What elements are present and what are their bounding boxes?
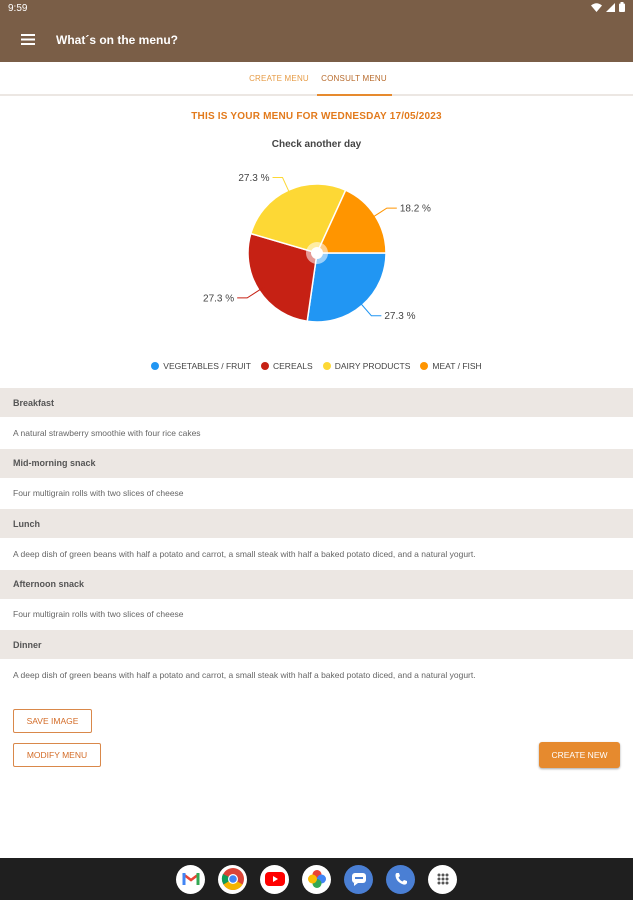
meal-title-lunch: Lunch: [0, 509, 633, 538]
messages-icon[interactable]: [344, 865, 373, 894]
chart-legend: [0, 361, 633, 371]
meal-description: A natural strawberry smoothie with four rice cakes: [13, 427, 201, 438]
meal-description: A deep dish of green beans with half a potato and carrot, a small steak with half a baked potato diced, and a natural yogurt.: [13, 669, 476, 680]
taskbar: [0, 858, 633, 900]
pie-data-label: 27.3 %: [238, 173, 270, 185]
check-another-day-link[interactable]: Check another day: [271, 139, 362, 150]
photos-icon[interactable]: [302, 865, 331, 894]
status-icons: [591, 2, 625, 15]
meal-title-dinner: Dinner: [0, 630, 633, 659]
pie-center-dot: [311, 247, 323, 259]
wifi-icon: [591, 3, 602, 15]
app-title: What´s on the menu?: [56, 32, 178, 47]
tab-consult-menu[interactable]: CONSULT MENU: [317, 62, 392, 96]
legend-label: MEAT / FISH: [432, 361, 482, 371]
pie-data-label: 18.2 %: [399, 203, 431, 215]
meal-description: Four multigrain rolls with two slices of cheese: [13, 488, 184, 499]
app-bar: [0, 17, 633, 62]
legend-item: [420, 361, 481, 371]
pie-data-label: 27.3 %: [203, 293, 235, 305]
legend-item: [261, 361, 313, 371]
hamburger-icon[interactable]: [0, 17, 56, 62]
chrome-icon[interactable]: [218, 865, 247, 894]
legend-dot: [420, 362, 428, 370]
gmail-icon[interactable]: [176, 865, 205, 894]
menu-date-headline: THIS IS YOUR MENU FOR WEDNESDAY 17/05/2023: [191, 111, 442, 122]
meal-title-mid-morning-snack: Mid-morning snack: [0, 449, 633, 478]
pie-data-label: 27.3 %: [384, 311, 416, 323]
legend-dot: [323, 362, 331, 370]
legend-label: VEGETABLES / FRUIT: [163, 361, 251, 371]
legend-item: [151, 361, 251, 371]
meal-description: Four multigrain rolls with two slices of cheese: [13, 609, 184, 620]
phone-icon[interactable]: [386, 865, 415, 894]
create-new-button[interactable]: CREATE NEW: [539, 742, 620, 768]
save-image-button[interactable]: SAVE IMAGE: [13, 709, 92, 733]
legend-dot: [151, 362, 159, 370]
meal-title-breakfast: Breakfast: [0, 388, 633, 417]
legend-label: DAIRY PRODUCTS: [334, 361, 411, 371]
app-drawer-icon[interactable]: [428, 865, 457, 894]
legend-item: [323, 361, 411, 371]
modify-menu-button[interactable]: MODIFY MENU: [13, 743, 101, 767]
signal-icon: [606, 3, 615, 15]
status-time: 9:59: [8, 3, 28, 14]
meal-description: A deep dish of green beans with half a potato and carrot, a small steak with half a baked potato diced, and a natural yogurt.: [13, 548, 476, 559]
pie-chart: [180, 165, 460, 345]
meals-list: [0, 388, 633, 691]
legend-label: CEREALS: [273, 361, 313, 371]
tab-bar: [0, 62, 633, 96]
youtube-icon[interactable]: [260, 865, 289, 894]
status-bar: [0, 0, 633, 17]
meal-title-afternoon-snack: Afternoon snack: [0, 570, 633, 599]
tab-create-menu[interactable]: CREATE MENU: [249, 74, 309, 83]
legend-dot: [261, 362, 269, 370]
battery-icon: [619, 2, 625, 15]
